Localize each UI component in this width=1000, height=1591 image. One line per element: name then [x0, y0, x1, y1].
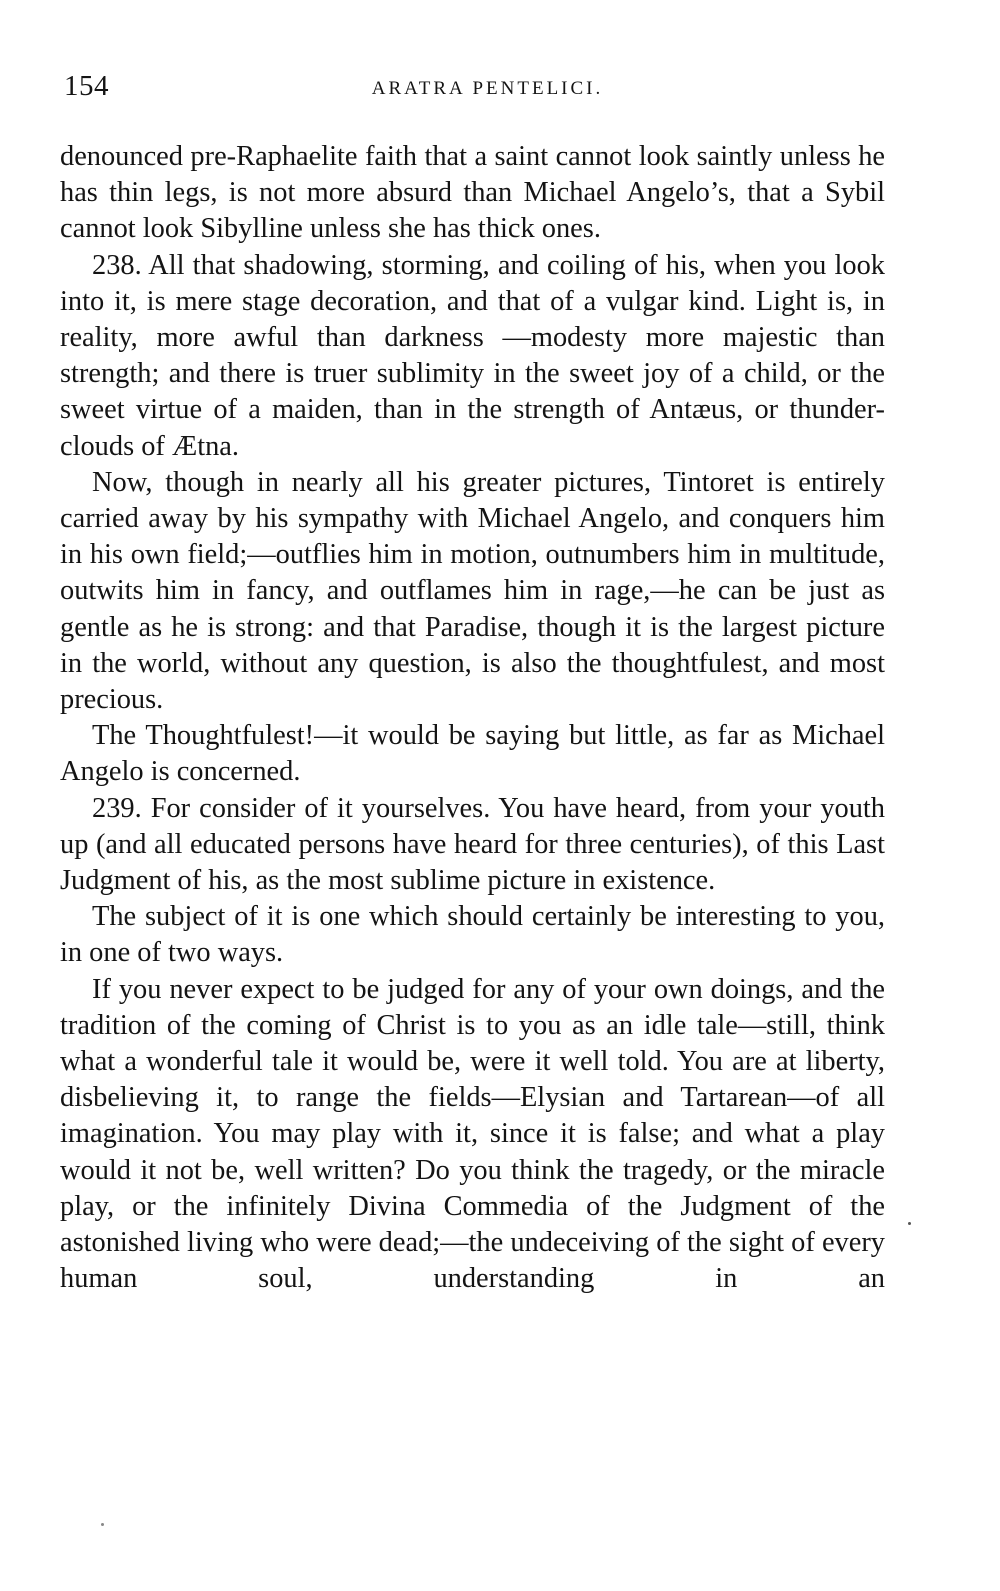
body-text [60, 139, 885, 1298]
running-head [60, 66, 885, 106]
margin-speck [908, 1222, 911, 1225]
paragraph-continuation: denounced pre-Raphaelite faith that a saint cannot look saintly unless he has thin legs, is not more absurd than Michael Angelo’s, that a Sybil cannot look Sibylline unless she has thick ones. [60, 141, 885, 245]
margin-speck [101, 1523, 104, 1526]
paragraph-239: 239. For consider of it yourselves. You have heard, from your youth up (and all educated persons have heard for three centuries), of this Last Judgment of his, as the most sublime picture in existence. [60, 792, 885, 897]
paragraph-if-you-never: If you never expect to be judged for any of your own doings, and the tradition of the coming of Christ is to you as an idle tale—still, think what a wonderful tale it would be, were it well told. You are at liberty, disbelieving it, to range the fields—Elysian and Tartarean—of all imagination. You may play with it, since it is false; and what a play would it not be, well written? Do you think the tragedy, or the miracle play, or the infinitely Divina Commedia of the Judgment of the astonished living who were dead;—the undeceiving of the sight of every human soul, understanding in an [60, 973, 885, 1295]
running-title: ARATRA PENTELICI. [371, 78, 604, 99]
paragraph-238: 238. All that shadowing, storming, and coiling of his, when you look into it, is mere stage decoration, and that of a vulgar kind. Light is, in reality, more awful than darkness —modesty more majestic than strength; and there is truer sublimity in the sweet joy of a child, or the sweet virtue of a maiden, than in the strength of Antæus, or thunder-clouds of Ætna. [60, 249, 885, 462]
page-number: 154 [64, 70, 109, 102]
paragraph-subject: The subject of it is one which should certainly be interesting to you, in one of two ways. [60, 901, 885, 969]
paragraph-tintoret: Now, though in nearly all his greater pictures, Tintoret is entirely carried away by his sympathy with Michael Angelo, and conquers him in his own field;—outflies him in motion, outnumbers him in multitude, outwits him in fancy, and outflames him in rage,—he can be just as gentle as he is strong: and that Paradise, though it is the largest picture in the world, without any question, is also the thoughtfulest, and most precious. [60, 466, 885, 716]
paragraph-thoughtfulest: The Thoughtfulest!—it would be saying but little, as far as Michael Angelo is concerned. [60, 720, 885, 788]
